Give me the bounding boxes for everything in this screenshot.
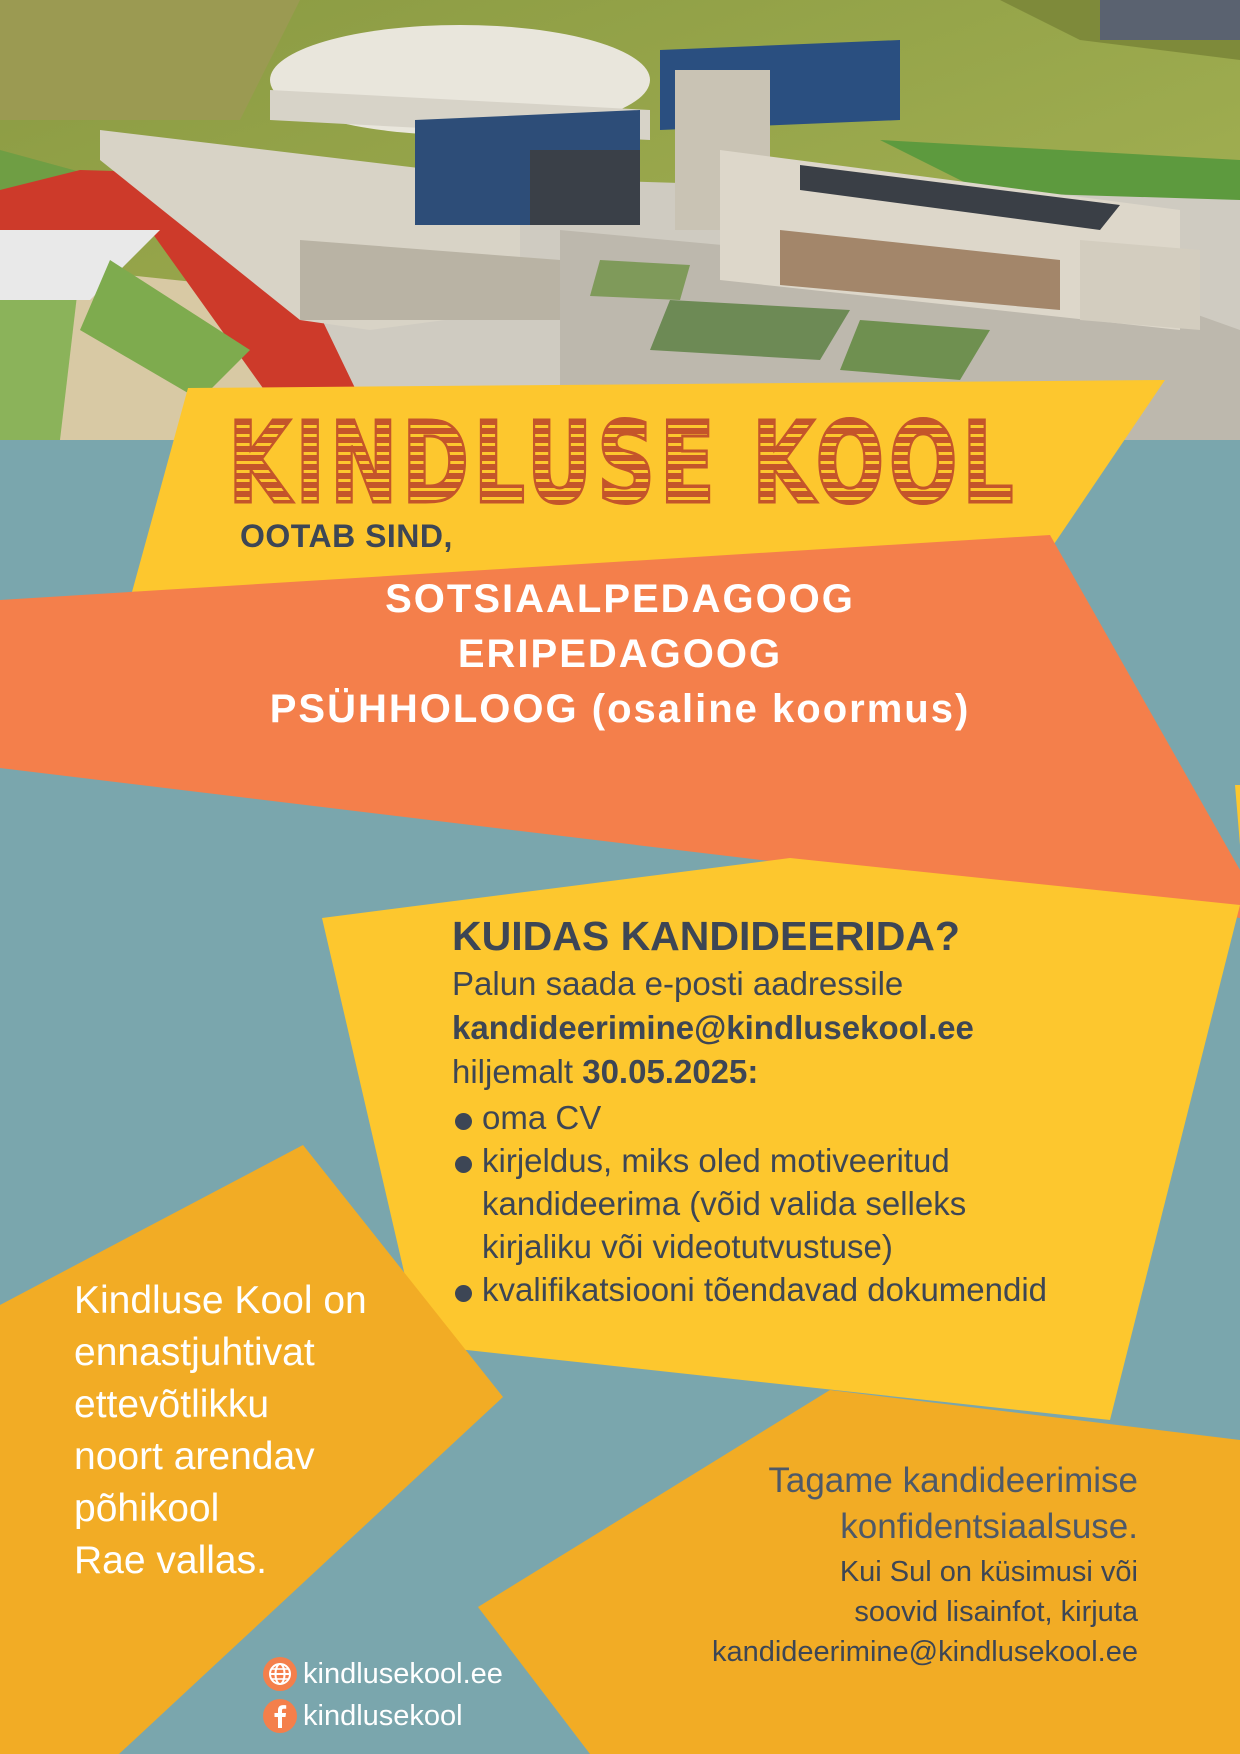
greeting-text: OOTAB SIND, — [240, 518, 453, 554]
description-line: ettevõtlikku — [74, 1383, 270, 1426]
contact-line: soovid lisainfot, kirjuta — [854, 1596, 1138, 1628]
confidentiality-note — [768, 1458, 1138, 1550]
list-item: oma CV — [452, 1096, 1172, 1139]
position-title: ERIPEDAGOOG — [457, 632, 783, 676]
description-line: ennastjuhtivat — [74, 1331, 315, 1374]
apply-heading: KUIDAS KANDIDEERIDA? — [452, 913, 960, 959]
description-line: Rae vallas. — [74, 1539, 267, 1582]
website-link[interactable] — [263, 1653, 503, 1695]
description-line: Kindluse Kool on — [74, 1279, 367, 1322]
deadline-date: 30.05.2025: — [582, 1053, 759, 1090]
contact-line: Kui Sul on küsimusi või — [839, 1556, 1138, 1588]
list-item-continuation: kirjaliku või videotutvustuse) — [482, 1228, 893, 1265]
facebook-link[interactable] — [263, 1695, 503, 1737]
description-line: noort arendav — [74, 1435, 315, 1478]
confidentiality-line: konfidentsiaalsuse. — [840, 1507, 1138, 1546]
social-links — [263, 1653, 503, 1737]
kindluse-kool-logo — [223, 410, 1023, 510]
facebook-link-text: kindlusekool — [303, 1699, 463, 1732]
facebook-icon — [263, 1699, 297, 1733]
open-positions — [140, 572, 1100, 737]
requirements-list — [452, 1096, 1172, 1311]
deadline-prefix: hiljemalt — [452, 1053, 574, 1090]
list-item: kirjeldus, miks oled motiveeritud — [452, 1139, 1172, 1182]
position-title: PSÜHHOLOOG (osaline koormus) — [269, 687, 971, 731]
how-to-apply-section — [452, 910, 1172, 1311]
position-title: SOTSIAALPEDAGOOG — [385, 577, 855, 621]
list-item-continuation: kandideerima (võid valida selleks — [482, 1185, 967, 1222]
description-line: põhikool — [74, 1487, 220, 1530]
school-description — [74, 1275, 434, 1587]
deadline-line — [452, 1050, 1172, 1094]
confidentiality-line: Tagame kandideerimise — [768, 1461, 1138, 1500]
apply-intro: Palun saada e-posti aadressile — [452, 965, 904, 1002]
contact-email-link[interactable]: kandideerimine@kindlusekool.ee — [711, 1636, 1138, 1668]
apply-email-link[interactable]: kandideerimine@kindlusekool.ee — [452, 1009, 974, 1046]
globe-icon — [263, 1657, 297, 1691]
contact-info — [712, 1552, 1138, 1672]
svg-text:KINDLUSE KOOL: KINDLUSE KOOL — [228, 410, 1018, 510]
list-item: kvalifikatsiooni tõendavad dokumendid — [452, 1268, 1172, 1311]
svg-text:KINDLUSE KOOL: KINDLUSE KOOL — [228, 410, 1018, 510]
website-link-text: kindlusekool.ee — [303, 1657, 503, 1690]
